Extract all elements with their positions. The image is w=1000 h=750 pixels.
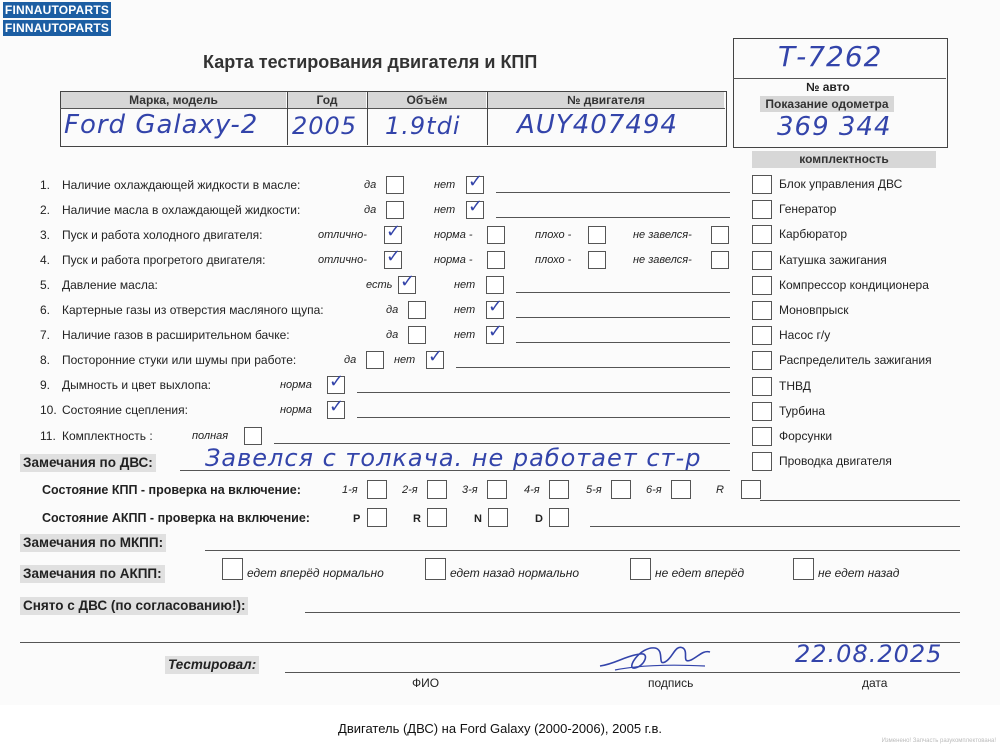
check-option-label: норма - (434, 229, 473, 241)
check-text: Посторонние стуки или шумы при работе: (62, 353, 297, 367)
akpp-remark-label: едет назад нормально (450, 566, 580, 580)
table-value-model: Ford Galaxy-2 (64, 110, 259, 140)
kpp-label: Состояние КПП - проверка на включение: (42, 483, 301, 497)
check-number: 5. (40, 278, 51, 292)
remarks-akpp-label: Замечания по АКПП: (20, 565, 165, 583)
kpp-gear-label: 1-я (342, 484, 358, 496)
completeness-item-label: Форсунки (779, 429, 833, 443)
akpp-gear-label: R (413, 513, 421, 525)
akpp-gear-label: D (535, 513, 543, 525)
check-option-label: да (386, 329, 399, 341)
table-value-year: 2005 (292, 112, 358, 140)
check-option-label: плохо - (535, 254, 572, 266)
check-option-label: да (344, 354, 357, 366)
check-number: 7. (40, 328, 51, 342)
check-option-label: нет (394, 354, 416, 366)
kpp-gear-box[interactable] (487, 480, 507, 499)
check-mark-icon: ✓ (468, 171, 484, 192)
completeness-item-box[interactable] (752, 175, 772, 194)
check-text: Картерные газы из отверстия масляного щупа: (62, 303, 324, 317)
completeness-item-box[interactable] (752, 200, 772, 219)
check-mark-icon: ✓ (488, 321, 504, 342)
remarks-dvs-label: Замечания по ДВС: (20, 454, 156, 472)
check-number: 3. (40, 228, 51, 242)
check-mark-icon: ✓ (488, 296, 504, 317)
akpp-remark-box[interactable] (630, 558, 651, 580)
table-header-year: Год (288, 92, 366, 108)
kpp-gear-label: 5-я (586, 484, 602, 496)
check-mark-icon: ✓ (386, 246, 402, 267)
completeness-item-box[interactable] (752, 402, 772, 421)
kpp-gear-label: 3-я (462, 484, 478, 496)
check-option-label: норма (280, 379, 312, 391)
check-option-label: нет (434, 204, 456, 216)
check-option-box[interactable] (487, 226, 505, 244)
check-option-label: плохо - (535, 229, 572, 241)
kpp-gear-box[interactable] (549, 480, 569, 499)
akpp-remark-box[interactable] (222, 558, 243, 580)
date-value: 22.08.2025 (795, 640, 943, 668)
table-header-volume: Объём (368, 92, 486, 108)
check-mark-icon: ✓ (329, 371, 345, 392)
akpp-gear-label: N (474, 513, 482, 525)
car-number-value: Т-7262 (778, 40, 883, 73)
check-option-label: да (386, 304, 399, 316)
kpp-gear-box[interactable] (671, 480, 691, 499)
completeness-item-label: Насос г/у (779, 328, 831, 342)
check-mark-icon: ✓ (428, 346, 444, 367)
check-mark-icon: ✓ (400, 271, 416, 292)
table-value-volume: 1.9tdi (385, 112, 461, 140)
completeness-item-box[interactable] (752, 377, 772, 396)
removed-label: Снято с ДВС (по согласованию!): (20, 597, 248, 615)
signature-mark (595, 636, 715, 678)
check-option-label: отлично- (318, 229, 367, 241)
completeness-item-label: Карбюратор (779, 227, 848, 241)
check-option-box[interactable] (487, 251, 505, 269)
check-number: 1. (40, 178, 51, 192)
check-option-box[interactable] (386, 201, 404, 219)
remarks-dvs-value: Завелся с толкача. не работает ст-р (205, 444, 702, 472)
check-option-box[interactable] (588, 251, 606, 269)
check-option-label: полная (192, 430, 229, 442)
kpp-gear-label: 2-я (402, 484, 418, 496)
table-header-engine-number: № двигателя (488, 92, 724, 108)
check-text: Наличие газов в расширительном бачке: (62, 328, 290, 342)
photo-caption: Двигатель (ДВС) на Ford Galaxy (2000-2006), 2005 г.в. (338, 721, 662, 736)
kpp-gear-box[interactable] (367, 480, 387, 499)
check-option-label: да (364, 179, 377, 191)
check-text: Дымность и цвет выхлопа: (62, 378, 211, 392)
completeness-item-label: Турбина (779, 404, 826, 418)
check-text: Наличие охлаждающей жидкости в масле: (62, 178, 301, 192)
check-option-box[interactable] (711, 251, 729, 269)
akpp-remark-label: не едет назад (818, 566, 900, 580)
akpp-gear-label: P (353, 513, 361, 525)
kpp-gear-box[interactable] (427, 480, 447, 499)
check-text: Пуск и работа холодного двигателя: (62, 228, 263, 242)
signature-label: подпись (648, 676, 694, 690)
tested-label: Тестировал: (165, 656, 259, 674)
odometer-label: Показание одометра (760, 96, 894, 112)
check-number: 10. (40, 403, 57, 417)
kpp-gear-box[interactable] (611, 480, 631, 499)
completeness-item-label: Катушка зажигания (779, 253, 887, 267)
completeness-item-box[interactable] (752, 251, 772, 270)
akpp-gear-box[interactable] (367, 508, 387, 527)
check-text: Комплектность : (62, 429, 153, 443)
kpp-gear-label: R (716, 484, 724, 496)
check-option-box[interactable] (588, 226, 606, 244)
akpp-gear-box[interactable] (488, 508, 508, 527)
brand-logo-secondary: FINNAUTOPARTS (4, 21, 110, 35)
check-number: 2. (40, 203, 51, 217)
check-text: Состояние сцепления: (62, 403, 188, 417)
remarks-mkpp-label: Замечания по МКПП: (20, 534, 166, 552)
akpp-remark-box[interactable] (425, 558, 446, 580)
check-option-label: нет (454, 304, 476, 316)
odometer-value: 369 344 (777, 112, 892, 142)
akpp-remark-label: не едет вперёд (655, 566, 745, 580)
completeness-item-box[interactable] (752, 225, 772, 244)
completeness-item-label: Распределитель зажигания (779, 353, 932, 367)
check-mark-icon: ✓ (329, 396, 345, 417)
check-text: Давление масла: (62, 278, 158, 292)
check-option-label: не завелся- (633, 229, 692, 241)
check-option-label: не завелся- (633, 254, 692, 266)
check-option-label: отлично- (318, 254, 367, 266)
check-option-box[interactable] (711, 226, 729, 244)
completeness-item-label: Компрессор кондиционера (779, 278, 929, 292)
check-mark-icon: ✓ (468, 196, 484, 217)
car-number-label: № авто (806, 80, 850, 94)
akpp-remark-label: едет вперёд нормально (247, 566, 384, 580)
brand-logo: FINNAUTOPARTS (4, 3, 110, 17)
akpp-gear-box[interactable] (427, 508, 447, 527)
completeness-item-box[interactable] (752, 326, 772, 345)
check-text: Пуск и работа прогретого двигателя: (62, 253, 266, 267)
completeness-item-label: Генератор (779, 202, 837, 216)
completeness-item-label: Моновпрыск (779, 303, 849, 317)
kpp-gear-label: 6-я (646, 484, 662, 496)
check-option-box[interactable] (408, 326, 426, 344)
check-number: 8. (40, 353, 51, 367)
check-option-label: есть (366, 279, 393, 291)
check-option-label: нет (454, 279, 476, 291)
check-option-label: да (364, 204, 377, 216)
check-number: 6. (40, 303, 51, 317)
date-label: дата (862, 676, 888, 690)
fio-label: ФИО (412, 676, 440, 690)
watermark: Изменено! Запчасть разукомплектована! (881, 738, 996, 744)
completeness-item-box[interactable] (752, 452, 772, 471)
akpp-label: Состояние АКПП - проверка на включение: (42, 511, 310, 525)
check-option-box[interactable] (486, 276, 504, 294)
check-option-box[interactable] (366, 351, 384, 369)
kpp-gear-box[interactable] (741, 480, 761, 499)
check-option-label: норма (280, 404, 312, 416)
card-title: Карта тестирования двигателя и КПП (203, 52, 538, 72)
completeness-item-box[interactable] (752, 276, 772, 295)
check-option-label: норма - (434, 254, 473, 266)
check-option-box[interactable] (408, 301, 426, 319)
completeness-item-label: ТНВД (779, 379, 811, 393)
check-option-label: нет (454, 329, 476, 341)
completeness-header: комплектность (752, 151, 936, 168)
check-number: 4. (40, 253, 51, 267)
table-value-engine-number: AUY407494 (517, 110, 678, 140)
akpp-gear-box[interactable] (549, 508, 569, 527)
table-header-model: Марка, модель (61, 92, 286, 108)
check-text: Наличие масла в охлаждающей жидкости: (62, 203, 301, 217)
completeness-item-box[interactable] (752, 427, 772, 446)
check-mark-icon: ✓ (386, 221, 402, 242)
check-number: 9. (40, 378, 51, 392)
akpp-remark-box[interactable] (793, 558, 814, 580)
kpp-gear-label: 4-я (524, 484, 540, 496)
completeness-item-box[interactable] (752, 351, 772, 370)
completeness-item-label: Проводка двигателя (779, 454, 892, 468)
completeness-item-label: Блок управления ДВС (779, 177, 903, 191)
check-option-box[interactable] (244, 427, 262, 445)
check-option-label: нет (434, 179, 456, 191)
check-number: 11. (40, 429, 56, 443)
check-option-box[interactable] (386, 176, 404, 194)
completeness-item-box[interactable] (752, 301, 772, 320)
